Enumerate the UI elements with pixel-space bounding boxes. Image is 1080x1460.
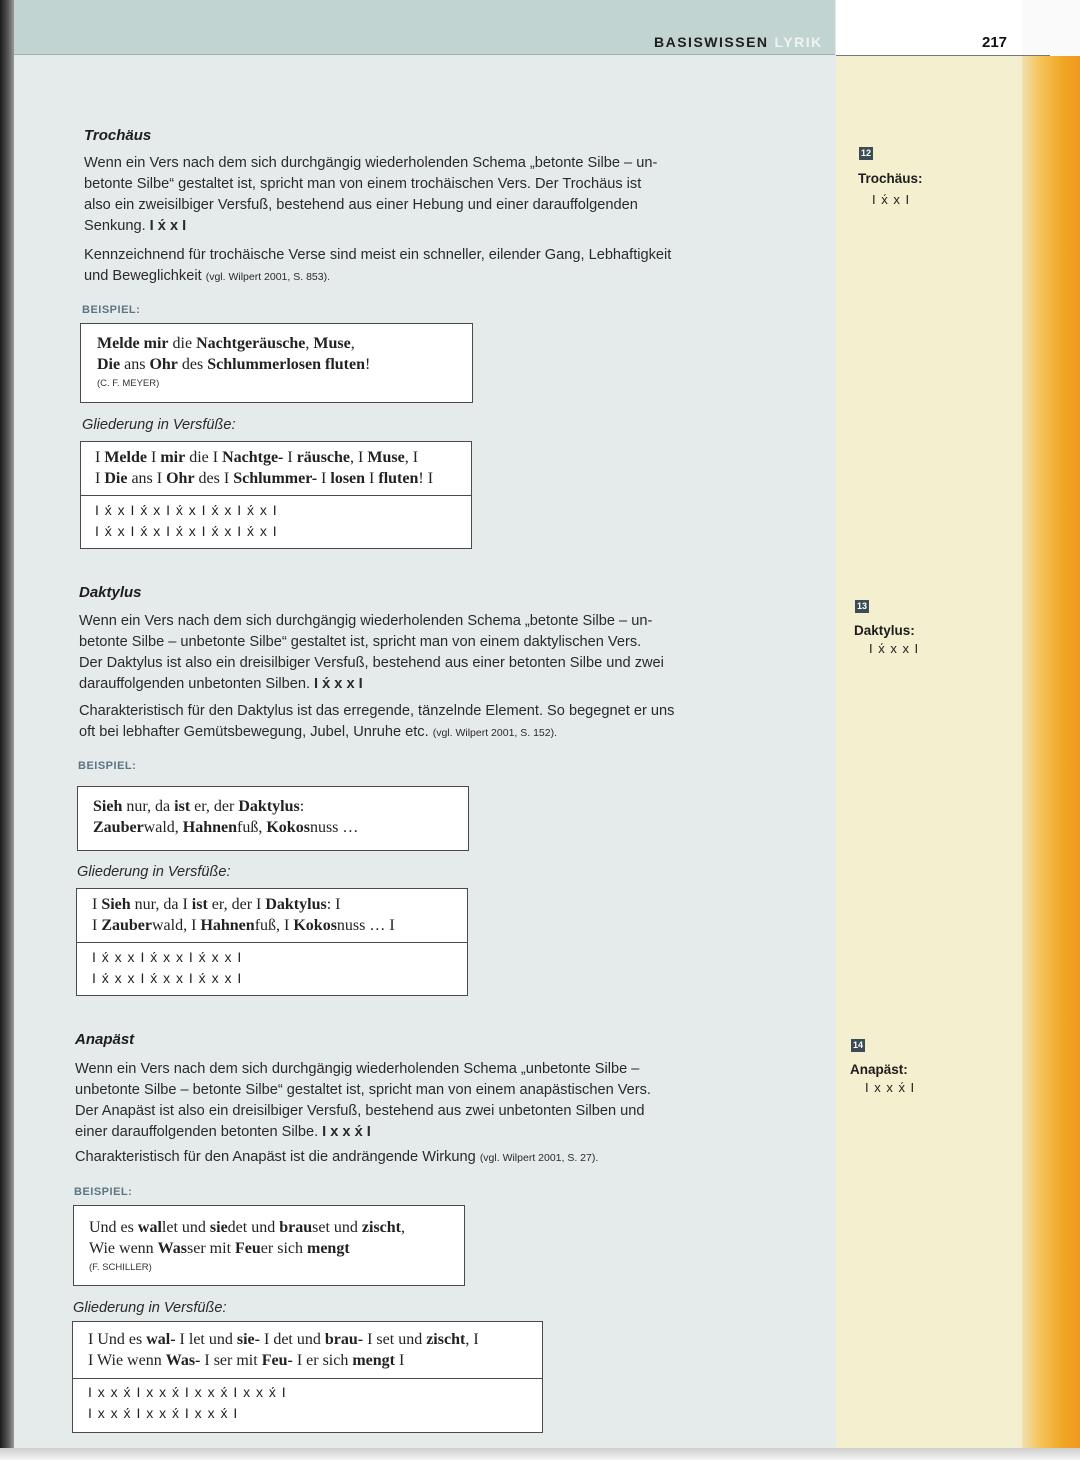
stressed-syllable: mengt — [307, 1240, 350, 1257]
example-box — [77, 786, 469, 851]
citation: (vgl. Wilpert 2001, S. 853). — [205, 271, 331, 283]
stressed-syllable: wal — [137, 1219, 162, 1236]
text-segment: er sich — [260, 1240, 307, 1257]
text-segment: I let und — [175, 1331, 237, 1348]
poem-line — [93, 796, 468, 817]
text-segment: : I — [326, 896, 341, 913]
definition-line: also ein zweisilbiger Versfuß, bestehend aus einer Hebung und einer darauffolgenden — [84, 197, 638, 213]
header-section: BASISWISSEN — [654, 34, 769, 50]
text-segment: let und — [161, 1219, 210, 1236]
header-rule — [836, 55, 1050, 56]
stressed-syllable: Was — [157, 1240, 188, 1257]
stressed-syllable: ist — [174, 798, 191, 815]
text-segment: , — [350, 335, 355, 352]
text-segment: des I — [194, 470, 234, 487]
stressed-syllable: Hahnen — [200, 917, 255, 934]
stressed-syllable: fluten — [325, 356, 365, 373]
box-divider — [77, 942, 467, 943]
page-number: 217 — [982, 34, 1008, 51]
text-segment: I Wie wenn — [88, 1352, 166, 1369]
text-segment: Wie wenn — [89, 1240, 158, 1257]
text-segment: I Und es — [88, 1331, 147, 1348]
text-segment: I set und — [363, 1331, 427, 1348]
definition-line: Wenn ein Vers nach dem sich durchgängig wiederholenden Schema „unbetonte Silbe – — [75, 1061, 640, 1077]
characteristic-paragraph — [75, 1147, 725, 1169]
margin-note-schema: I x́ x I — [872, 192, 911, 207]
stressed-syllable: Kokos — [293, 917, 337, 934]
metrum-line: I x x x́ I x x x́ I x x x́ I — [88, 1405, 239, 1421]
text-segment: , I — [350, 449, 368, 466]
stressed-syllable: Feu — [235, 1240, 261, 1257]
metrum-line: I x́ x x I x́ x x I x́ x x I — [92, 949, 243, 965]
gliederung-line — [95, 447, 433, 468]
stressed-syllable: sie — [209, 1219, 228, 1236]
definition-line: Der Daktylus ist also ein dreisilbiger Versfuß, bestehend aus einer betonten Silbe und zwei — [79, 655, 664, 671]
text-segment: I — [365, 470, 379, 487]
characteristic-paragraph — [79, 701, 719, 744]
stressed-syllable: sie- — [236, 1331, 260, 1348]
poem-author: (F. SCHILLER) — [89, 1262, 152, 1273]
text-segment: I — [95, 470, 105, 487]
text-segment: Und es — [89, 1219, 138, 1236]
poem-line — [89, 1217, 464, 1238]
stressed-syllable: Die — [104, 470, 128, 487]
text-segment: nuss … — [309, 819, 359, 836]
text-segment: , — [305, 335, 314, 352]
stressed-syllable: Ohr — [166, 470, 195, 487]
gliederung-line — [88, 1329, 479, 1350]
stressed-syllable: Zauber — [101, 917, 152, 934]
characteristic-line: Charakteristisch für den Anapäst ist die andrängende Wirkung — [75, 1149, 476, 1165]
text-segment: nur, da I — [130, 896, 192, 913]
definition-line: Wenn ein Vers nach dem sich durchgängig wiederholenden Schema „betonte Silbe – un- — [79, 613, 653, 629]
definition-paragraph — [84, 153, 724, 237]
text-segment: des — [177, 356, 208, 373]
section-title: Trochäus — [84, 127, 152, 144]
margin-note-title: Anapäst: — [850, 1062, 908, 1077]
stressed-syllable: Muse — [367, 449, 405, 466]
metrum-block — [92, 947, 242, 989]
stressed-syllable: brau — [279, 1219, 313, 1236]
margin-note-schema: I x́ x x I — [869, 641, 920, 656]
text-segment: fuß, — [237, 819, 267, 836]
text-segment: I — [95, 449, 105, 466]
definition-line: Der Anapäst ist also ein dreisilbiger Versfuß, bestehend aus zwei unbetonten Silben und — [75, 1103, 645, 1119]
text-segment: ! I — [418, 470, 434, 487]
definition-line: betonte Silbe“ gestaltet ist, spricht man von einem trochäischen Vers. Der Trochäus ist — [84, 176, 642, 192]
foot-schema: I x́ x I — [149, 218, 187, 234]
definition-paragraph — [79, 611, 719, 695]
stressed-syllable: Daktylus — [265, 896, 327, 913]
metrum-line: I x́ x I x́ x I x́ x I x́ x I x́ x I — [95, 502, 278, 518]
stressed-syllable: ist — [191, 896, 208, 913]
characteristic-line: Kennzeichnend für trochäische Verse sind meist ein schneller, eilender Gang, Lebhaftigkeit — [84, 247, 672, 263]
margin-note-title: Trochäus: — [858, 171, 923, 186]
gliederung-box — [80, 441, 472, 549]
running-header-title — [654, 34, 823, 50]
text-segment: I — [92, 917, 102, 934]
stressed-syllable: mengt — [352, 1352, 395, 1369]
gliederung-label: Gliederung in Versfüße: — [77, 864, 231, 880]
stressed-syllable: zischt — [426, 1331, 466, 1348]
text-segment: I — [395, 1352, 405, 1369]
gliederung-line — [92, 894, 395, 915]
stressed-syllable: Zauber — [93, 819, 144, 836]
text-segment: wald, I — [152, 917, 201, 934]
stressed-syllable: fluten — [378, 470, 419, 487]
stressed-syllable: mir — [160, 449, 186, 466]
metrum-block — [88, 1382, 287, 1424]
stressed-syllable: Daktylus — [238, 798, 300, 815]
definition-paragraph — [75, 1059, 725, 1143]
gliederung-line — [95, 468, 433, 489]
text-segment: die I — [185, 449, 223, 466]
text-segment: er, der — [190, 798, 239, 815]
definition-line: betonte Silbe – unbetonte Silbe“ gestaltet ist, spricht man von einem daktylischen Vers. — [79, 634, 642, 650]
text-segment: die — [168, 335, 197, 352]
stressed-syllable: räusche — [296, 449, 351, 466]
definition-line: Senkung. — [84, 218, 146, 234]
citation: (vgl. Wilpert 2001, S. 152). — [432, 727, 558, 739]
text-segment: ser mit — [187, 1240, 236, 1257]
text-segment: I er sich — [292, 1352, 353, 1369]
foot-schema: I x́ x x I — [314, 676, 363, 692]
text-segment: ans — [120, 356, 150, 373]
poem-line — [93, 817, 468, 838]
stressed-syllable: Muse — [313, 335, 351, 352]
example-label: BEISPIEL: — [78, 760, 137, 772]
stressed-syllable: wal- — [146, 1331, 176, 1348]
characteristic-line: Charakteristisch für den Daktylus ist das erregende, tänzelnde Element. So begegnet er uns — [79, 703, 675, 719]
gliederung-line — [92, 915, 395, 936]
definition-line: darauffolgenden unbetonten Silben. — [79, 676, 310, 692]
stressed-syllable: Feu- — [261, 1352, 293, 1369]
text-segment: ! — [365, 356, 371, 373]
margin-note-title: Daktylus: — [854, 623, 915, 638]
definition-line: Wenn ein Vers nach dem sich durchgängig wiederholenden Schema „betonte Silbe – un- — [84, 155, 658, 171]
stressed-syllable: zischt — [361, 1219, 402, 1236]
margin-note-number: 12 — [860, 148, 871, 158]
characteristic-line: und Beweglichkeit — [84, 268, 202, 284]
example-box — [80, 323, 473, 403]
margin-note-number: 13 — [856, 601, 867, 611]
example-label: BEISPIEL: — [82, 304, 141, 316]
characteristic-paragraph — [84, 245, 724, 288]
text-segment: ans I — [127, 470, 167, 487]
box-divider — [81, 495, 471, 496]
stressed-syllable: Was- — [165, 1352, 201, 1369]
gliederung-label: Gliederung in Versfüße: — [73, 1300, 227, 1316]
text-segment: wald, — [143, 819, 183, 836]
stressed-syllable: Hahnen — [182, 819, 238, 836]
text-segment: I det und — [259, 1331, 325, 1348]
poem-author: (C. F. MEYER) — [97, 378, 160, 389]
metrum-line: I x x x́ I x x x́ I x x x́ I x x x́ I — [88, 1384, 287, 1400]
stressed-syllable: Ohr — [149, 356, 178, 373]
definition-line: einer darauffolgenden betonten Silbe. — [75, 1124, 319, 1140]
stressed-syllable: losen — [330, 470, 366, 487]
header-subsection: LYRIK — [774, 34, 823, 50]
citation: (vgl. Wilpert 2001, S. 27). — [479, 1152, 599, 1164]
text-segment: set und — [312, 1219, 362, 1236]
stressed-syllable: Schlummer- — [233, 470, 318, 487]
foot-schema: I x x x́ I — [322, 1124, 371, 1140]
poem-line — [89, 1238, 464, 1259]
gliederung-line — [88, 1350, 479, 1371]
text-segment: I — [283, 449, 297, 466]
stressed-syllable: Melde — [104, 449, 147, 466]
margin-column — [836, 0, 1022, 1448]
stressed-syllable: Kokos — [266, 819, 310, 836]
text-segment: , I — [465, 1331, 479, 1348]
text-segment: det und — [227, 1219, 280, 1236]
metrum-block — [95, 500, 278, 542]
text-segment: I ser mit — [200, 1352, 262, 1369]
box-divider — [73, 1378, 542, 1379]
text-segment: fuß, I — [254, 917, 294, 934]
text-segment: nur, da — [122, 798, 175, 815]
stressed-syllable: Schlummerlosen — [207, 356, 321, 373]
page-bottom-shadow — [0, 1448, 1080, 1460]
stressed-syllable: mir — [139, 335, 169, 352]
stressed-syllable: Melde — [97, 335, 140, 352]
text-segment: I — [92, 896, 102, 913]
stressed-syllable: brau- — [324, 1331, 364, 1348]
text-segment: , — [401, 1219, 406, 1236]
metrum-line: I x́ x I x́ x I x́ x I x́ x I x́ x I — [95, 523, 278, 539]
gliederung-box — [76, 888, 468, 996]
gliederung-label: Gliederung in Versfüße: — [82, 417, 236, 433]
text-segment: , I — [404, 449, 419, 466]
text-segment: I — [146, 449, 161, 466]
example-label: BEISPIEL: — [74, 1186, 133, 1198]
metrum-line: I x́ x x I x́ x x I x́ x x I — [92, 970, 243, 986]
stressed-syllable: Die — [97, 356, 121, 373]
poem-line — [97, 333, 472, 354]
stressed-syllable: Sieh — [93, 798, 123, 815]
stressed-syllable: Nachtgeräusche — [196, 335, 306, 352]
characteristic-line: oft bei lebhafter Gemütsbewegung, Jubel, Unruhe etc. — [79, 724, 429, 740]
definition-line: unbetonte Silbe – betonte Silbe“ gestaltet ist, spricht man von einem anapästischen Vers. — [75, 1082, 651, 1098]
text-segment: nuss … I — [336, 917, 395, 934]
text-segment: I — [317, 470, 331, 487]
margin-note-number: 14 — [852, 1040, 863, 1050]
section-title: Daktylus — [79, 584, 142, 601]
stressed-syllable: Sieh — [101, 896, 131, 913]
section-title: Anapäst — [75, 1031, 135, 1048]
gliederung-box — [72, 1321, 543, 1433]
example-box — [73, 1205, 465, 1286]
text-segment: : — [299, 798, 305, 815]
text-segment: er, der I — [207, 896, 266, 913]
margin-note-schema: I x x x́ I — [865, 1080, 916, 1095]
poem-line — [97, 354, 472, 375]
page-edge-tab — [1022, 0, 1080, 1460]
stressed-syllable: Nachtge- — [222, 449, 284, 466]
book-spine-shadow — [0, 0, 14, 1460]
